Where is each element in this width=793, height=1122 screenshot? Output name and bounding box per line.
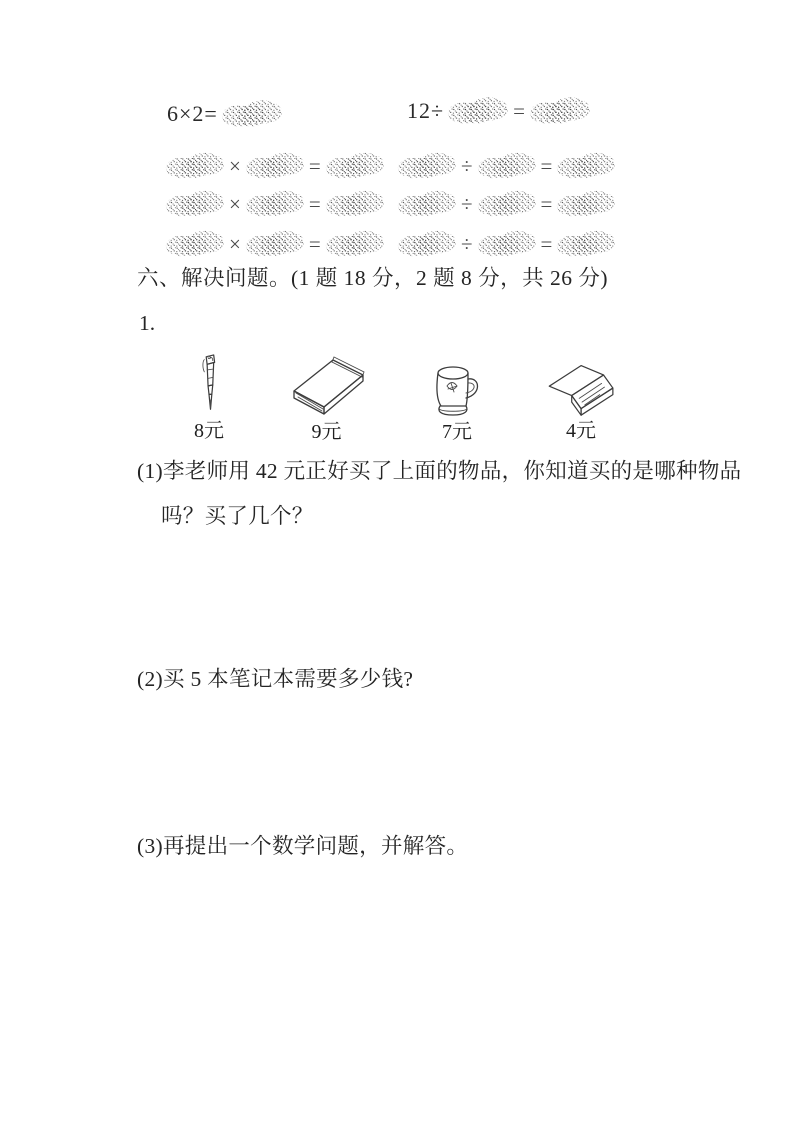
answer-scribble-blob	[165, 229, 225, 259]
cup-image	[431, 362, 483, 419]
item-price: 8元	[194, 420, 224, 442]
answer-scribble-blob	[221, 99, 283, 129]
divide-sign: ÷	[461, 231, 473, 256]
notebook-image	[286, 353, 368, 419]
equals-sign: =	[308, 153, 321, 178]
question-text: 李老师用 42 元正好买了上面的物品，你知道买的是哪种物品吗？买了几个？	[161, 458, 742, 528]
item-price: 9元	[311, 421, 342, 443]
answer-scribble-blob	[397, 229, 457, 259]
answer-scribble-blob	[447, 96, 509, 126]
answer-scribble-blob	[529, 96, 591, 126]
item-pencil-case	[545, 360, 617, 443]
question-label: (2)	[137, 666, 163, 691]
item-price: 4元	[566, 420, 596, 442]
equation-row-3-right	[397, 187, 616, 221]
answer-scribble-blob	[245, 151, 305, 181]
question-3	[137, 824, 468, 869]
equation-row-2-left	[165, 149, 385, 183]
answer-scribble-blob	[325, 151, 385, 181]
question-label: (1)	[137, 458, 163, 483]
question-1	[137, 449, 762, 539]
equals-sign: =	[308, 191, 321, 216]
equation-row-2-right	[397, 149, 616, 183]
multiply-sign: ×	[229, 231, 241, 256]
equation-row-1-left	[167, 97, 283, 131]
multiply-sign: ×	[229, 153, 241, 178]
answer-scribble-blob	[325, 229, 385, 259]
answer-scribble-blob	[165, 189, 225, 219]
equals-sign: =	[540, 231, 553, 256]
item-pen	[183, 350, 235, 443]
item-cup	[424, 362, 490, 444]
answer-scribble-blob	[325, 189, 385, 219]
answer-scribble-blob	[477, 151, 537, 181]
section-heading: 六、解决问题。(1 题 18 分，2 题 8 分，共 26 分)	[137, 266, 609, 290]
answer-scribble-blob	[245, 189, 305, 219]
equals-sign: =	[513, 98, 525, 123]
answer-scribble-blob	[397, 189, 457, 219]
answer-scribble-blob	[245, 229, 305, 259]
equation-row-1-right	[407, 94, 591, 128]
answer-scribble-blob	[556, 151, 616, 181]
equation-row-4-left	[165, 227, 385, 261]
equation-row-3-left	[165, 187, 385, 221]
question-label: (3)	[137, 833, 163, 858]
equation-text: 6×2=	[167, 101, 218, 126]
item-notebook	[284, 353, 369, 444]
problem-number: 1.	[139, 311, 156, 335]
question-text: 买 5 本笔记本需要多少钱?	[162, 666, 414, 691]
multiply-sign: ×	[229, 191, 241, 216]
equals-sign: =	[540, 153, 553, 178]
answer-scribble-blob	[397, 151, 457, 181]
answer-scribble-blob	[165, 151, 225, 181]
equation-text: 12÷	[407, 98, 445, 123]
equals-sign: =	[308, 231, 321, 256]
answer-scribble-blob	[556, 229, 616, 259]
item-price: 7元	[442, 421, 472, 443]
answer-scribble-blob	[477, 189, 537, 219]
equals-sign: =	[540, 191, 553, 216]
equation-row-4-right	[397, 227, 616, 261]
pencil-case-image	[545, 360, 619, 418]
question-2	[137, 657, 413, 702]
pen-image	[194, 350, 224, 418]
answer-scribble-blob	[556, 189, 616, 219]
answer-scribble-blob	[477, 229, 537, 259]
divide-sign: ÷	[461, 191, 473, 216]
question-text: 再提出一个数学问题，并解答。	[162, 833, 469, 858]
divide-sign: ÷	[461, 153, 473, 178]
